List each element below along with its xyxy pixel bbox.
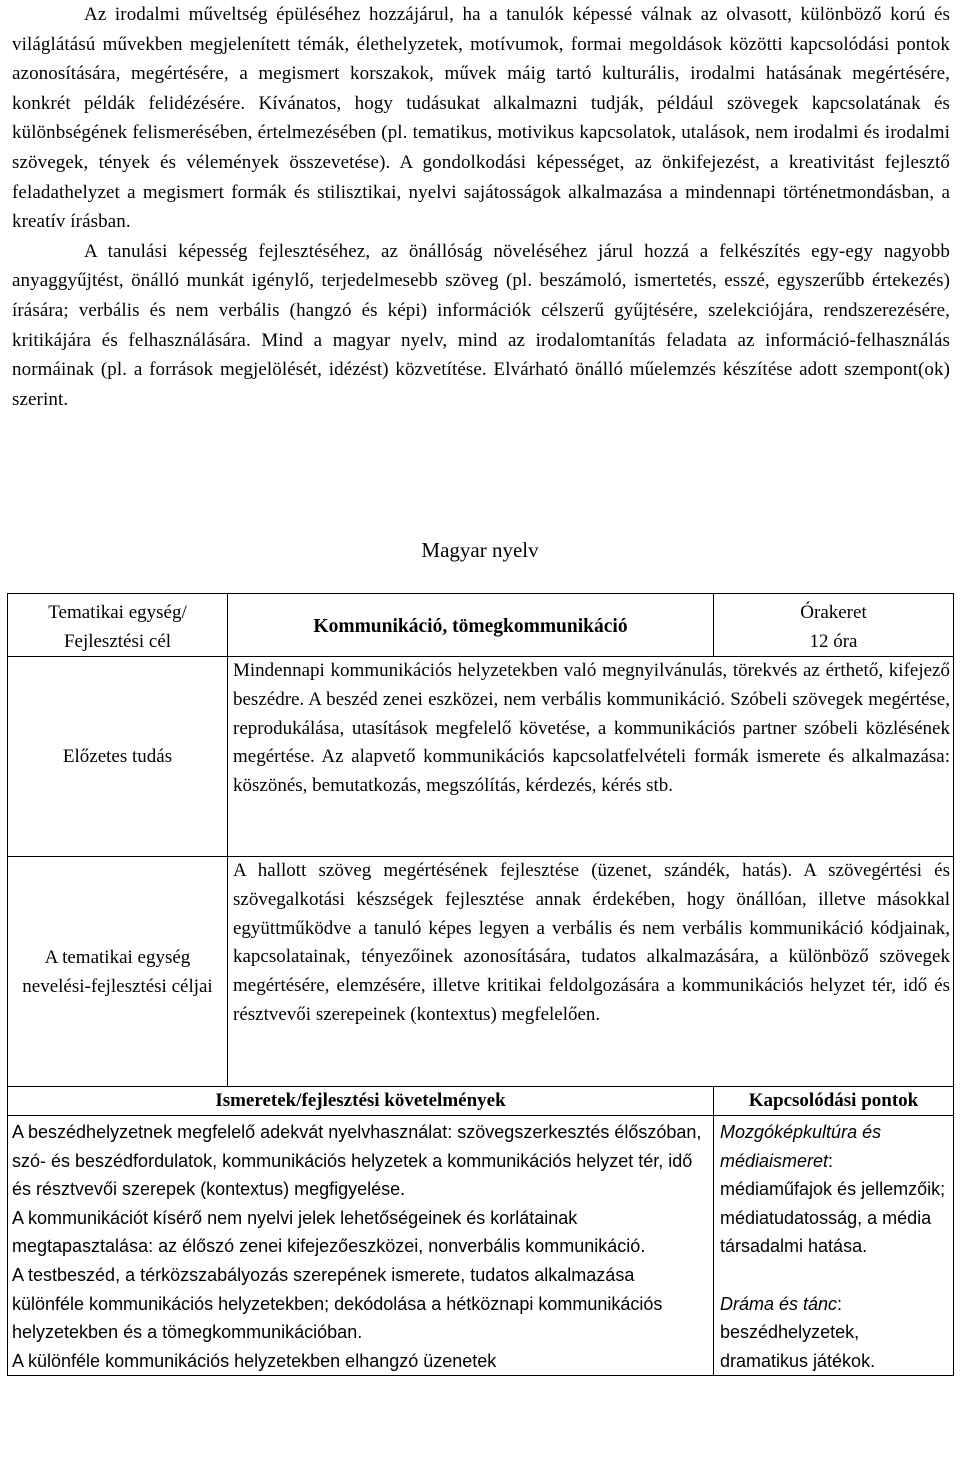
hours-value: 12 óra xyxy=(809,631,858,652)
hours-label: Órakeret xyxy=(800,602,867,623)
goals-text: A hallott szöveg megértésének fejlesztése (üzenet, szándék, hatás). A szövegértési és szövegalkotási készségek fejlesztése annak érdekében, hogy önállóan, illetve másokkal együttműködve a tanuló képes legyen a verbális és nem verbális kommunikáció kódjainak, kapcsolatainak, tényezőinek azonosítására, tudatos alkalmazására, a különböző szövegek megértésére, elemzésére, illetve kritikai feldolgozására a kommunikációs helyzet tér, idő és résztvevői szerepeinek (kontextus) megfelelően. xyxy=(228,857,954,1087)
drama-link-text: beszédhelyzetek, dramatikus játékok. xyxy=(720,1322,876,1371)
requirement-item: A testbeszéd, a térközszabályozás szerepének ismerete, tudatos alkalmazása különféle kommunikációs helyzetekben; dekódolása a hétköznapi kommunikációs helyzetekben és a tömegkommunikációban. xyxy=(12,1264,663,1343)
document-page xyxy=(12,0,950,414)
media-link-title: Mozgóképkultúra és médiaismeret xyxy=(720,1122,882,1171)
drama-link-title: Dráma és tánc xyxy=(720,1293,838,1314)
prior-knowledge-label: Előzetes tudás xyxy=(8,657,228,857)
curriculum-table xyxy=(7,593,954,1376)
header-hours xyxy=(714,594,954,657)
goals-label: A tematikai egység nevelési-fejlesztési céljai xyxy=(8,857,228,1087)
requirement-item: A beszédhelyzetnek megfelelő adekvát nyelvhasználat: szövegszerkesztés élőszóban, szó- és beszédfordulatok, kommunikációs helyzetek a kommunikációs helyzet tér, idő és résztvevői szerepek (kontextus) megfigyelése. xyxy=(12,1122,702,1200)
intro-paragraph-2: A tanulási képesség fejlesztéséhez, az önállóság növeléséhez járul hozzá a felkészítés egy-egy nagyobb anyaggyűjtést, önálló munkát igénylő, terjedelmesebb szöveg (pl. beszámoló, ismertetés, esszé, egyszerűbb értekezés) írására; verbális és nem verbális (hangzó és képi) információk célszerű gyűjtésére, szelekciójára, rendszerezésére, kritikájára és felhasználására. Mind a magyar nyelv, mind az irodalomtanítás feladata az információ-felhasználás normáinak (pl. a források megjelölését, idézést) közvetítése. Elvárható önálló műelemzés készítése adott szempont(ok) szerint. xyxy=(12,240,950,410)
requirements-cell xyxy=(8,1116,714,1376)
prior-knowledge-text: Mindennapi kommunikációs helyzetekben való megnyilvánulás, törekvés az érthető, kifejező beszédre. A beszéd zenei eszközei, nem verbális kommunikáció. Szóbeli szövegek megértése, reprodukálása, utasítások megfelelő követése, a kommunikációs partner szóbeli közlésének megértése. Az alapvető kommunikációs kapcsolatfelvételi formák ismerete és alkalmazása: köszönés, bemutatkozás, megszólítás, kérdezés, kérés stb. xyxy=(228,657,954,857)
intro-paragraph-1: Az irodalmi műveltség épüléséhez hozzájárul, ha a tanulók képessé válnak az olvasott, különböző korú és világlátású művekben megjelenített témák, élethelyzetek, motívumok, formai megoldások közötti kapcsolódási pontok azonosítására, megértésére, a megismert korszakok, művek máig tartó kulturális, irodalmi hatásának megértésére, konkrét példák felidézésére. Kívánatos, hogy tudásukat alkalmazni tudják, például szövegek kapcsolatának és különbségének felismerésében, értelmezésében (pl. tematikus, motivikus kapcsolatok, utalások, nem irodalmi és irodalmi szövegek, tények és vélemények összevetése). A gondolkodási képességet, az önkifejezést, a kreativitást fejlesztő feladathelyzet a megismert formák és stilisztikai, nyelvi sajátosságok alkalmazása a mindennapi történetmondásban, a kreatív írásban. xyxy=(12,4,950,233)
header-topic-title: Kommunikáció, tömegkommunikáció xyxy=(228,594,714,657)
requirements-header: Ismeretek/fejlesztési követelmények xyxy=(8,1087,714,1116)
links-cell: Mozgóképkultúra és médiaismeret: médiaműfajok és jellemzőik; médiatudatosság, a média társadalmi hatása. Dráma és tánc: beszédhelyzetek, dramatikus játékok. xyxy=(714,1116,954,1376)
section-title: Magyar nyelv xyxy=(421,538,539,562)
requirement-item: A kommunikációt kísérő nem nyelvi jelek lehetőségeinek és korlátainak megtapasztalása: az élőszó zenei kifejezőeszközei, nonverbális kommunikáció. xyxy=(12,1207,646,1257)
links-header: Kapcsolódási pontok xyxy=(714,1087,954,1116)
requirement-item: A különféle kommunikációs helyzetekben elhangzó üzenetek xyxy=(12,1350,497,1371)
media-link-text: médiaműfajok és jellemzőik; médiatudatosság, a média társadalmi hatása. xyxy=(720,1179,946,1257)
header-unit-label: Tematikai egység/ Fejlesztési cél xyxy=(8,594,228,657)
